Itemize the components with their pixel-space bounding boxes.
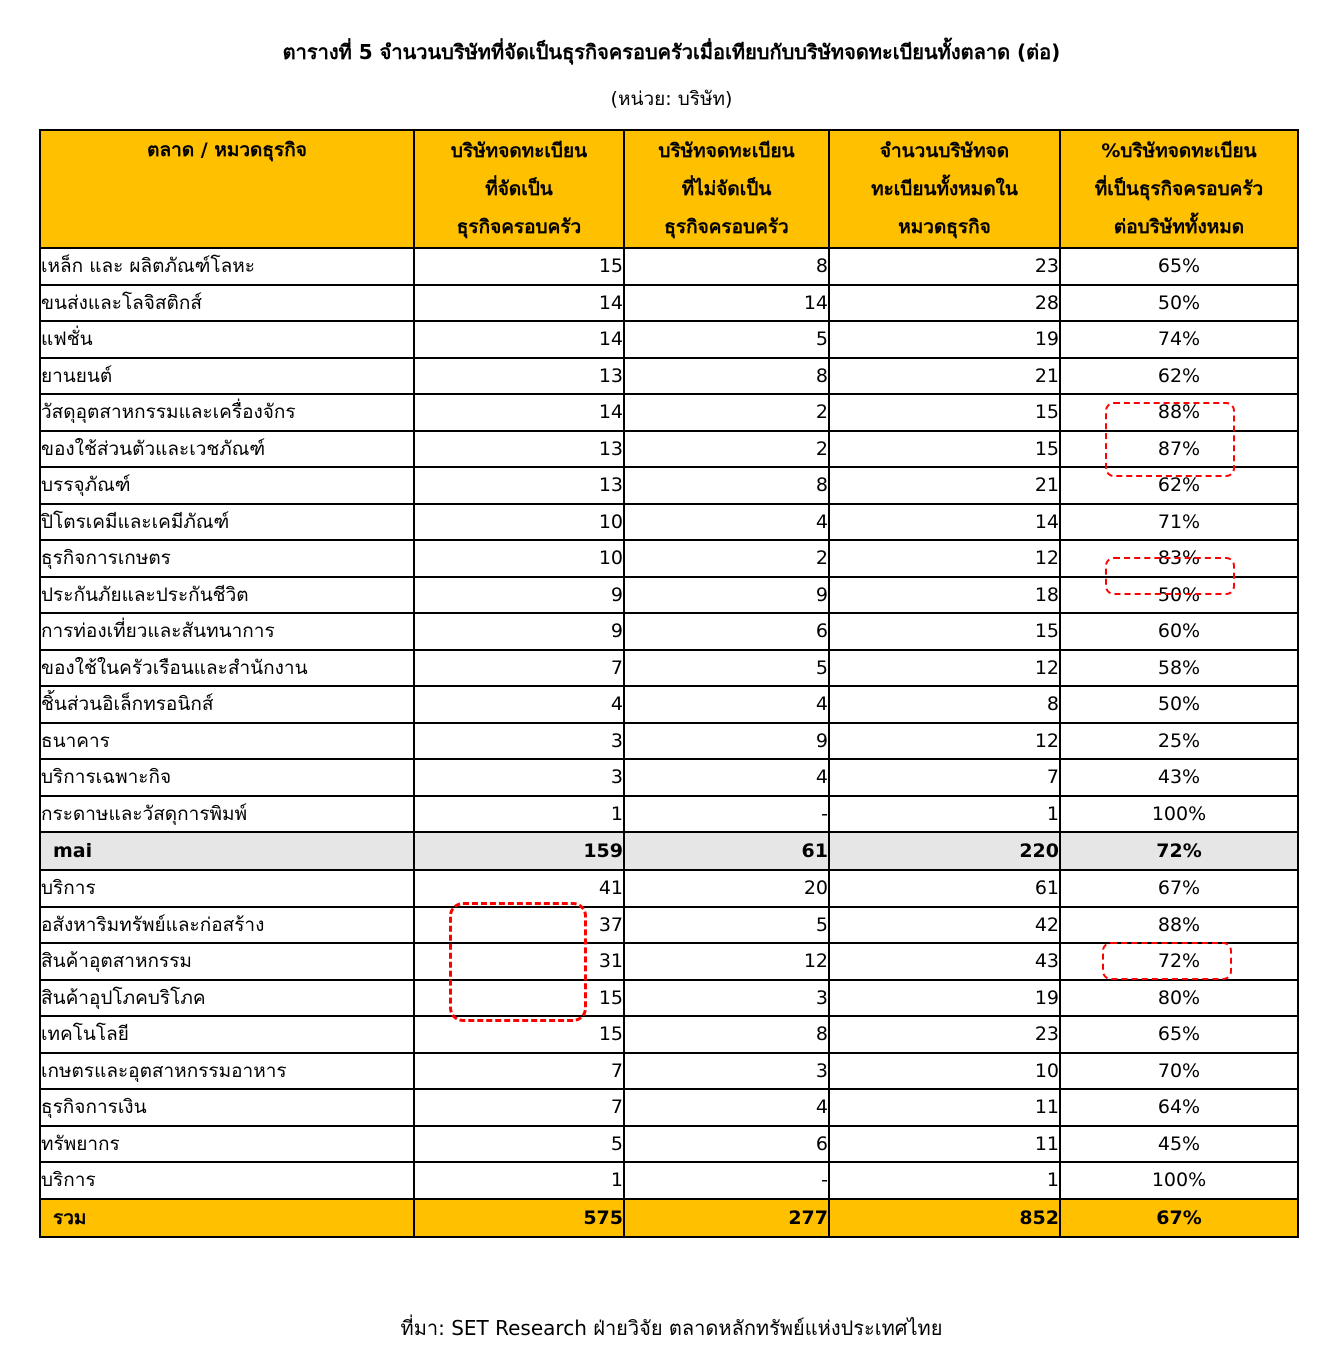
table-row (40, 1053, 1298, 1090)
non-family-count-cell: 12 (624, 943, 829, 980)
total-count-cell: 42 (829, 907, 1060, 944)
total-count-cell: 14 (829, 504, 1060, 541)
total-count-cell: 15 (829, 394, 1060, 431)
percent-cell: 88% (1060, 394, 1298, 431)
table-row (40, 321, 1298, 358)
total-count-cell: 61 (829, 870, 1060, 907)
percent-cell: 62% (1060, 467, 1298, 504)
source-note: ที่มา: SET Research ฝ่ายวิจัย ตลาดหลักทรัพย์แห่งประเทศไทย (400, 1316, 943, 1340)
family-count-cell: 159 (414, 832, 624, 870)
non-family-count-cell: 9 (624, 723, 829, 760)
sector-cell: ของใช้ส่วนตัวและเวชภัณฑ์ (40, 431, 414, 468)
non-family-count-cell: 61 (624, 832, 829, 870)
percent-cell: 67% (1060, 870, 1298, 907)
table-row (40, 1016, 1298, 1053)
highlight-box-mai-family-counts (449, 902, 587, 1022)
non-family-count-cell: 4 (624, 759, 829, 796)
sector-cell: สินค้าอุปโภคบริโภค (40, 980, 414, 1017)
family-count-cell: 10 (414, 504, 624, 541)
table-row (40, 1089, 1298, 1126)
non-family-count-cell: 8 (624, 358, 829, 395)
table-row (40, 686, 1298, 723)
total-count-cell: 12 (829, 540, 1060, 577)
family-count-cell: 15 (414, 248, 624, 285)
table-row (40, 613, 1298, 650)
percent-cell: 62% (1060, 358, 1298, 395)
family-count-cell: 14 (414, 321, 624, 358)
family-count-cell: 1 (414, 796, 624, 833)
total-count-cell: 11 (829, 1089, 1060, 1126)
table-row (40, 796, 1298, 833)
family-count-cell: 9 (414, 577, 624, 614)
header-line: จำนวนบริษัทจด (879, 140, 1010, 162)
total-count-cell: 12 (829, 650, 1060, 687)
non-family-count-cell: 6 (624, 1126, 829, 1163)
non-family-count-cell: 6 (624, 613, 829, 650)
total-count-cell: 21 (829, 358, 1060, 395)
total-count-cell: 23 (829, 248, 1060, 285)
percent-cell: 60% (1060, 613, 1298, 650)
set-sector-rows (40, 248, 1298, 832)
total-count-cell: 19 (829, 980, 1060, 1017)
total-count-cell: 19 (829, 321, 1060, 358)
percent-cell: 70% (1060, 1053, 1298, 1090)
header-line: หมวดธุรกิจ (898, 216, 991, 238)
sector-cell: ทรัพยากร (40, 1126, 414, 1163)
header-line: ธุรกิจครอบครัว (456, 216, 582, 238)
family-business-table (39, 129, 1299, 1238)
percent-cell: 100% (1060, 796, 1298, 833)
highlight-box-mai-88 (1102, 942, 1232, 980)
non-family-count-cell: 4 (624, 686, 829, 723)
non-family-count-cell: 5 (624, 907, 829, 944)
table-row (40, 1162, 1298, 1199)
total-count-cell: 43 (829, 943, 1060, 980)
total-count-cell: 11 (829, 1126, 1060, 1163)
family-count-cell: 31 (414, 943, 624, 980)
family-count-cell: 41 (414, 870, 624, 907)
percent-cell: 50% (1060, 577, 1298, 614)
family-count-cell: 4 (414, 686, 624, 723)
family-count-cell: 9 (414, 613, 624, 650)
table-row (40, 285, 1298, 322)
total-count-cell: 852 (829, 1199, 1060, 1237)
percent-cell: 88% (1060, 907, 1298, 944)
family-count-cell: 15 (414, 1016, 624, 1053)
non-family-count-cell: - (624, 796, 829, 833)
header-family-business (414, 130, 624, 248)
percent-cell: 72% (1060, 943, 1298, 980)
percent-cell: 64% (1060, 1089, 1298, 1126)
sector-cell: เกษตรและอุตสาหกรรมอาหาร (40, 1053, 414, 1090)
non-family-count-cell: 2 (624, 540, 829, 577)
mai-summary-row (40, 832, 1298, 870)
percent-cell: 65% (1060, 1016, 1298, 1053)
family-count-cell: 7 (414, 1089, 624, 1126)
total-count-cell: 15 (829, 613, 1060, 650)
table-row (40, 504, 1298, 541)
sector-cell: ธุรกิจการเงิน (40, 1089, 414, 1126)
total-count-cell: 8 (829, 686, 1060, 723)
percent-cell: 83% (1060, 540, 1298, 577)
non-family-count-cell: 2 (624, 394, 829, 431)
table-row (40, 248, 1298, 285)
percent-cell: 80% (1060, 980, 1298, 1017)
non-family-count-cell: 3 (624, 1053, 829, 1090)
sector-cell: ธนาคาร (40, 723, 414, 760)
family-count-cell: 575 (414, 1199, 624, 1237)
header-line: ที่เป็นธุรกิจครอบครัว (1094, 178, 1264, 200)
table-row (40, 723, 1298, 760)
total-count-cell: 220 (829, 832, 1060, 870)
sector-cell: บริการ (40, 870, 414, 907)
sector-cell: ขนส่งและโลจิสติกส์ (40, 285, 414, 322)
header-line: ที่ไม่จัดเป็น (681, 178, 772, 200)
table-row (40, 759, 1298, 796)
non-family-count-cell: 277 (624, 1199, 829, 1237)
total-count-cell: 28 (829, 285, 1060, 322)
non-family-count-cell: 8 (624, 467, 829, 504)
sector-cell: การท่องเที่ยวและสันทนาการ (40, 613, 414, 650)
sector-cell: mai (40, 832, 414, 870)
family-count-cell: 3 (414, 723, 624, 760)
header-line: %บริษัทจดทะเบียน (1101, 140, 1257, 162)
sector-cell: อสังหาริมทรัพย์และก่อสร้าง (40, 907, 414, 944)
family-count-cell: 3 (414, 759, 624, 796)
sector-cell: รวม (40, 1199, 414, 1237)
sector-cell: ธุรกิจการเกษตร (40, 540, 414, 577)
non-family-count-cell: 2 (624, 431, 829, 468)
family-count-cell: 15 (414, 980, 624, 1017)
non-family-count-cell: 5 (624, 321, 829, 358)
highlight-box-83 (1105, 557, 1235, 595)
header-line: ธุรกิจครอบครัว (664, 216, 789, 238)
family-count-cell: 13 (414, 467, 624, 504)
family-count-cell: 13 (414, 358, 624, 395)
percent-cell: 50% (1060, 285, 1298, 322)
highlight-box-88-87 (1105, 402, 1235, 477)
family-count-cell: 7 (414, 650, 624, 687)
percent-cell: 71% (1060, 504, 1298, 541)
non-family-count-cell: 20 (624, 870, 829, 907)
non-family-count-cell: 4 (624, 504, 829, 541)
table-row (40, 980, 1298, 1017)
header-line: บริษัทจดทะเบียน (658, 140, 795, 162)
total-count-cell: 7 (829, 759, 1060, 796)
percent-cell: 67% (1060, 1199, 1298, 1237)
sector-cell: สินค้าอุตสาหกรรม (40, 943, 414, 980)
non-family-count-cell: 5 (624, 650, 829, 687)
family-count-cell: 7 (414, 1053, 624, 1090)
table-row (40, 650, 1298, 687)
percent-cell: 74% (1060, 321, 1298, 358)
unit-note: (หน่วย: บริษัท) (610, 88, 733, 110)
mai-rows (40, 832, 1298, 1199)
header-line: ที่จัดเป็น (485, 178, 553, 200)
family-count-cell: 14 (414, 285, 624, 322)
sector-cell: กระดาษและวัสดุการพิมพ์ (40, 796, 414, 833)
table-row (40, 870, 1298, 907)
sector-cell: วัสดุอุตสาหกรรมและเครื่องจักร (40, 394, 414, 431)
table-row (40, 358, 1298, 395)
sector-cell: บริการเฉพาะกิจ (40, 759, 414, 796)
header-line: ต่อบริษัททั้งหมด (1113, 216, 1245, 238)
family-count-cell: 1 (414, 1162, 624, 1199)
header-non-family-business (624, 130, 829, 248)
header-line: ทะเบียนทั้งหมดใน (871, 178, 1018, 200)
percent-cell: 58% (1060, 650, 1298, 687)
non-family-count-cell: 3 (624, 980, 829, 1017)
total-count-cell: 15 (829, 431, 1060, 468)
header-line: ตลาด / หมวดธุรกิจ (147, 139, 307, 161)
total-count-cell: 1 (829, 796, 1060, 833)
non-family-count-cell: - (624, 1162, 829, 1199)
header-total-companies (829, 130, 1060, 248)
sector-cell: ปิโตรเคมีและเคมีภัณฑ์ (40, 504, 414, 541)
family-count-cell: 10 (414, 540, 624, 577)
percent-cell: 50% (1060, 686, 1298, 723)
percent-cell: 45% (1060, 1126, 1298, 1163)
header-market-sector (40, 130, 414, 248)
percent-cell: 87% (1060, 431, 1298, 468)
sector-cell: ยานยนต์ (40, 358, 414, 395)
table-title: ตารางที่ 5 จำนวนบริษัทที่จัดเป็นธุรกิจครอบครัวเมื่อเทียบกับบริษัทจดทะเบียนทั้งตลาด (ต่อ) (282, 40, 1061, 64)
total-count-cell: 18 (829, 577, 1060, 614)
family-count-cell: 14 (414, 394, 624, 431)
percent-cell: 65% (1060, 248, 1298, 285)
sector-cell: บรรจุภัณฑ์ (40, 467, 414, 504)
total-count-cell: 1 (829, 1162, 1060, 1199)
sector-cell: เทคโนโลยี (40, 1016, 414, 1053)
sector-cell: เหล็ก และ ผลิตภัณฑ์โลหะ (40, 248, 414, 285)
percent-cell: 72% (1060, 832, 1298, 870)
percent-cell: 25% (1060, 723, 1298, 760)
sector-cell: แฟชั่น (40, 321, 414, 358)
sector-cell: ชิ้นส่วนอิเล็กทรอนิกส์ (40, 686, 414, 723)
header-line: บริษัทจดทะเบียน (450, 140, 588, 162)
total-count-cell: 21 (829, 467, 1060, 504)
sector-cell: ประกันภัยและประกันชีวิต (40, 577, 414, 614)
header-percent-family (1060, 130, 1298, 248)
non-family-count-cell: 9 (624, 577, 829, 614)
family-count-cell: 5 (414, 1126, 624, 1163)
total-count-cell: 12 (829, 723, 1060, 760)
total-count-cell: 10 (829, 1053, 1060, 1090)
non-family-count-cell: 14 (624, 285, 829, 322)
table-row (40, 1126, 1298, 1163)
non-family-count-cell: 8 (624, 248, 829, 285)
family-count-cell: 37 (414, 907, 624, 944)
percent-cell: 100% (1060, 1162, 1298, 1199)
percent-cell: 43% (1060, 759, 1298, 796)
header-row (40, 130, 1298, 248)
non-family-count-cell: 8 (624, 1016, 829, 1053)
total-row (40, 1199, 1298, 1237)
total-rows (40, 1199, 1298, 1237)
non-family-count-cell: 4 (624, 1089, 829, 1126)
sector-cell: ของใช้ในครัวเรือนและสำนักงาน (40, 650, 414, 687)
total-count-cell: 23 (829, 1016, 1060, 1053)
family-count-cell: 13 (414, 431, 624, 468)
table-row (40, 907, 1298, 944)
sector-cell: บริการ (40, 1162, 414, 1199)
